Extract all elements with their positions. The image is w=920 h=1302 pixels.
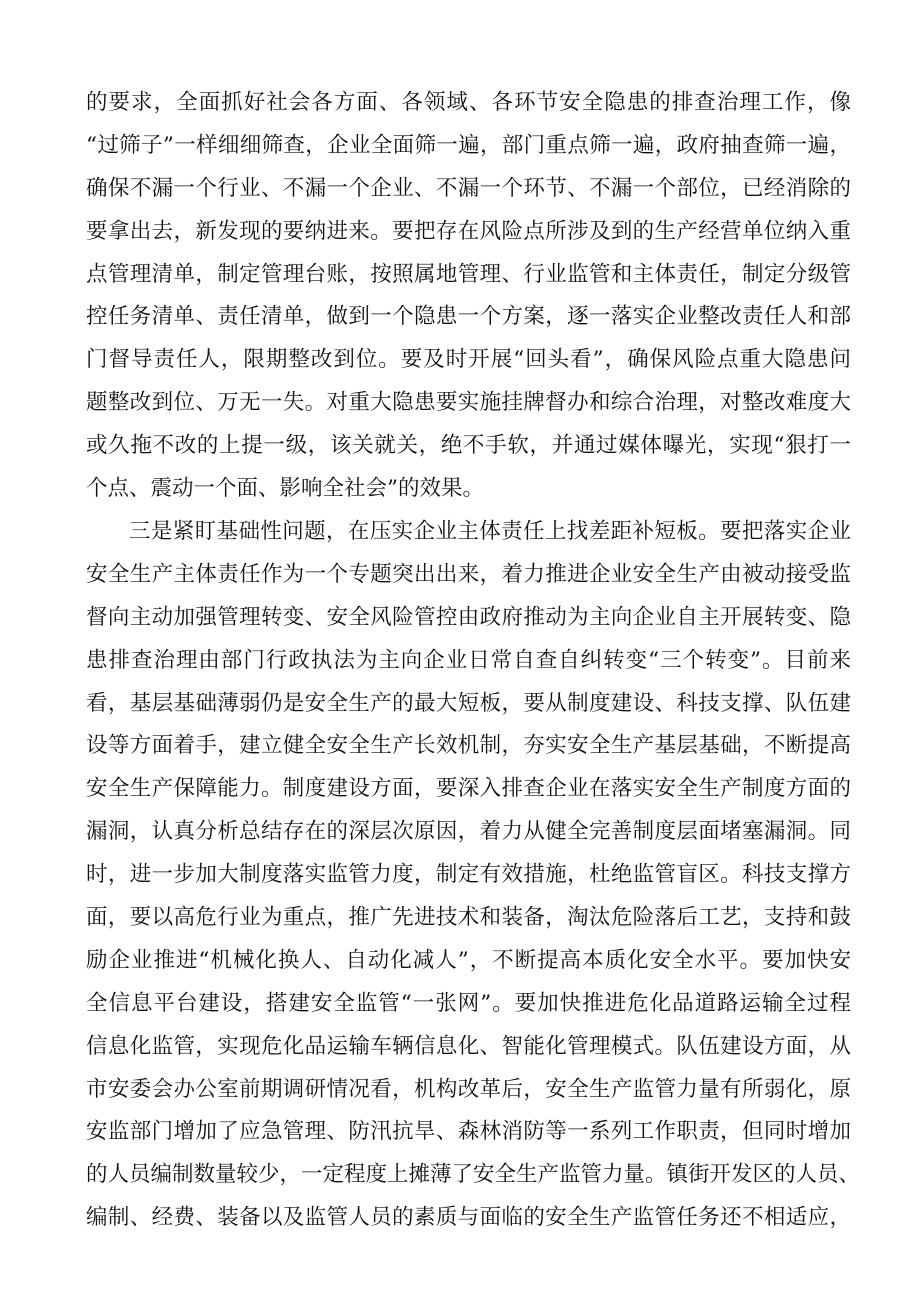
text-line: 信息化监管，实现危化品运输车辆信息化、智能化管理模式。队伍建设方面，从	[86, 1033, 851, 1059]
text-line: 安全生产主体责任作为一个专题突出出来，着力推进企业安全生产由被动接受监	[86, 561, 851, 587]
text-line: 的人员编制数量较少，一定程度上摊薄了安全生产监管力量。镇街开发区的人员、	[86, 1162, 861, 1188]
text-line: 漏洞，认真分析总结存在的深层次原因，着力从健全完善制度层面堵塞漏洞。同	[86, 819, 851, 845]
text-line: 编制、经费、装备以及监管人员的素质与面临的安全生产监管任务还不相适应，	[86, 1205, 851, 1231]
text-line: 市安委会办公室前期调研情况看，机构改革后，安全生产监管力量有所弱化，原	[86, 1076, 851, 1102]
text-line: 确保不漏一个行业、不漏一个企业、不漏一个环节、不漏一个部位，已经消除的	[86, 175, 851, 201]
text-line: 门督导责任人，限期整改到位。要及时开展“回头看”，确保风险点重大隐患问	[86, 347, 851, 373]
text-line: 看，基层基础薄弱仍是安全生产的最大短板，要从制度建设、科技支撑、队伍建	[86, 690, 851, 716]
text-line: 要拿出去，新发现的要纳进来。要把存在风险点所涉及到的生产经营单位纳入重	[86, 218, 851, 244]
text-line: 点管理清单，制定管理台账，按照属地管理、行业监管和主体责任，制定分级管	[86, 261, 851, 287]
text-line: 的要求，全面抓好社会各方面、各领域、各环节安全隐患的排查治理工作，像	[86, 90, 851, 115]
text-line: 个点、震动一个面、影响全社会”的效果。	[86, 476, 484, 502]
text-line: 安监部门增加了应急管理、防汛抗旱、森林消防等一系列工作职责，但同时增加	[86, 1119, 851, 1145]
text-line: 设等方面着手，建立健全安全生产长效机制，夯实安全生产基层基础，不断提高	[86, 733, 851, 759]
text-line: 全信息平台建设，搭建安全监管“一张网”。要加快推进危化品道路运输全过程	[86, 990, 851, 1016]
paragraph-hazard-investigation	[86, 82, 851, 511]
text-line: 面，要以高危行业为重点，推广先进技术和装备，淘汰危险落后工艺，支持和鼓	[86, 905, 851, 931]
text-line: 控任务清单、责任清单，做到一个隐患一个方案，逐一落实企业整改责任人和部	[86, 304, 851, 330]
text-line: 督向主动加强管理转变、安全风险管控由政府推动为主向企业自主开展转变、隐	[86, 604, 851, 630]
text-line: 三是紧盯基础性问题，在压实企业主体责任上找差距补短板。要把落实企业	[129, 519, 851, 544]
text-line: 励企业推进“机械化换人、自动化减人”，不断提高本质化安全水平。要加快安	[86, 947, 851, 973]
text-line: 或久拖不改的上提一级，该关就关，绝不手软，并通过媒体曝光，实现“狠打一	[86, 433, 851, 459]
text-line: 患排查治理由部门行政执法为主向企业日常自查自纠转变“三个转变”。目前来	[86, 647, 851, 673]
text-line: 安全生产保障能力。制度建设方面，要深入排查企业在落实安全生产制度方面的	[86, 776, 851, 802]
text-line: 题整改到位、万无一失。对重大隐患要实施挂牌督办和综合治理，对整改难度大	[86, 390, 851, 416]
paragraph-basic-issues	[86, 511, 861, 1240]
text-line: 时，进一步加大制度落实监管力度，制定有效措施，杜绝监管盲区。科技支撑方	[86, 862, 851, 888]
text-line: “过筛子”一样细细筛查，企业全面筛一遍，部门重点筛一遍，政府抽查筛一遍，	[86, 132, 851, 158]
